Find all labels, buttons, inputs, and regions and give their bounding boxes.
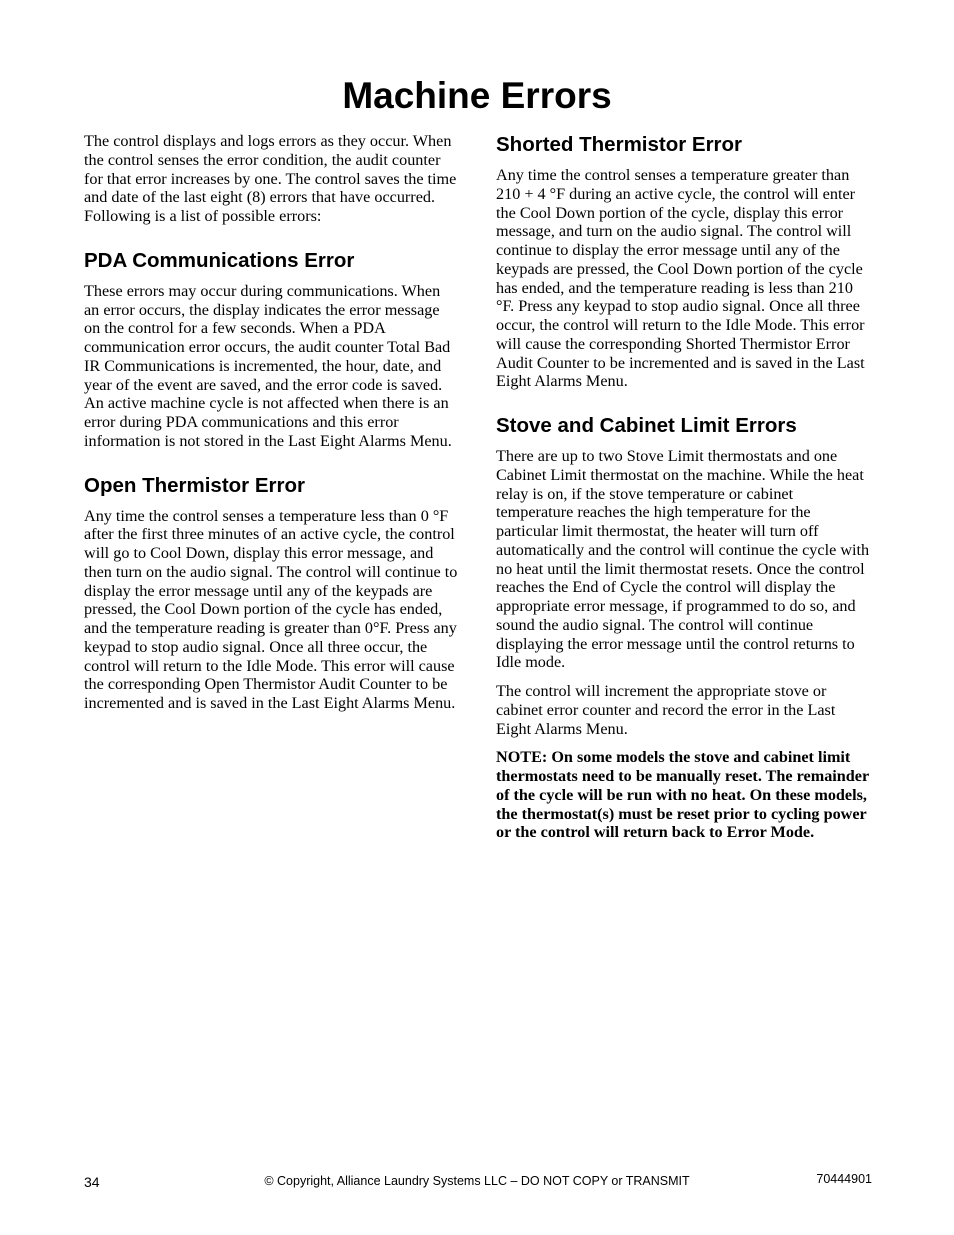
page-title: Machine Errors bbox=[342, 75, 612, 116]
limit-errors-note: NOTE: On some models the stove and cabinet limit thermostats need to be manually reset. The remainder of the cycle will be run with no heat. On these models, the thermostat(s) must be reset prior to cycling power or the control will return back to Error Mode. bbox=[496, 748, 869, 842]
right-column bbox=[496, 132, 870, 852]
intro-paragraph: The control displays and logs errors as they occur. When the control senses the error condition, the audit counter for that error increases by one. The control saves the time and date of the last eight (8) errors that have occurred. Following is a list of possible errors: bbox=[84, 132, 457, 225]
shorted-thermistor-paragraph: Any time the control senses a temperature greater than 210 + 4 °F during an active cycle, the control will enter the Cool Down portion of the cycle, display this error message, and turn on the audio signal. The control will continue to display the error message until any of the keypads are pressed, the Cool Down portion of the cycle has ended, and the temperature reading is less than 210 °F. Press any keypad to stop audio signal. Once all three occur, the control will return to the Idle Mode. This error will cause the corresponding Shorted Thermistor Error Audit Counter to be incremented and is saved in the Last Eight Alarms Menu. bbox=[496, 166, 865, 391]
shorted-thermistor-heading: Shorted Thermistor Error bbox=[496, 133, 743, 156]
limit-errors-heading: Stove and Cabinet Limit Errors bbox=[496, 414, 797, 437]
page-number: 34 bbox=[84, 1174, 100, 1190]
limit-errors-paragraph-2: The control will increment the appropriate stove or cabinet error counter and record the error in the Last Eight Alarms Menu. bbox=[496, 682, 836, 738]
copyright-notice: © Copyright, Alliance Laundry Systems LLC – DO NOT COPY or TRANSMIT bbox=[264, 1174, 690, 1188]
open-thermistor-paragraph: Any time the control senses a temperature less than 0 °F after the first three minutes of an active cycle, the control will go to Cool Down, display this error message, and then turn on the audio signal. The control will continue to display the error message until any of the keypads are pressed, the Cool Down portion of the cycle has ended, and the temperature reading is greater than 0°F. Press any keypad to stop audio signal. Once all three occur, the control will return to the Idle Mode. This error will cause the corresponding Open Thermistor Audit Counter to be incremented and is saved in the Last Eight Alarms Menu. bbox=[84, 506, 458, 712]
pda-error-heading: PDA Communications Error bbox=[84, 248, 355, 272]
open-thermistor-heading: Open Thermistor Error bbox=[84, 473, 305, 497]
left-column bbox=[84, 132, 458, 723]
document-number: 70444901 bbox=[816, 1172, 872, 1186]
pda-error-paragraph: These errors may occur during communications. When an error occurs, the display indicates the error message on the control for a few seconds. When a PDA communication error occurs, the audit counter Total Bad IR Communications is incremented, the hour, date, and year of the event are saved, and the error code is saved. An active machine cycle is not affected when there is an error during PDA communications and this error information is not stored in the Last Eight Alarms Menu. bbox=[84, 281, 452, 450]
limit-errors-paragraph-1: There are up to two Stove Limit thermostats and one Cabinet Limit thermostat on the machine. While the heat relay is on, if the stove temperature or cabinet temperature reaches the high temperature for the particular limit thermostat, the heater will turn off automatically and the control will continue the cycle with no heat until the limit thermostat resets. Once the control reaches the End of Cycle the control will display the appropriate error message, if programmed to do so, and sound the audio signal. The control will continue displaying the error message until the control returns to Idle mode. bbox=[496, 447, 870, 672]
